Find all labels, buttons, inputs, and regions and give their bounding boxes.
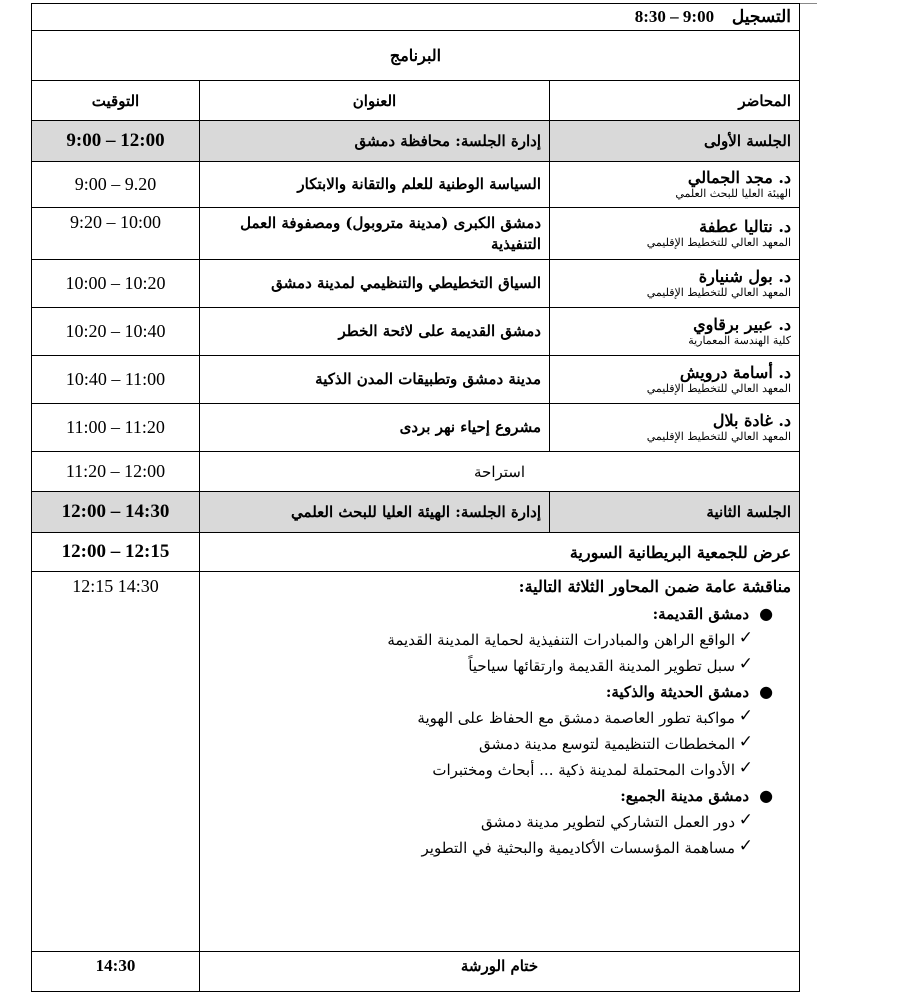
axis-heading	[208, 605, 791, 623]
session1-label: الجلسة الأولى	[550, 121, 800, 162]
bullet-icon: ●	[759, 682, 774, 701]
talk-lecturer	[550, 404, 800, 452]
program-title: البرنامج	[32, 31, 800, 81]
talk-title: دمشق القديمة على لائحة الخطر	[200, 308, 550, 356]
talk-time: 10:40 – 11:00	[32, 356, 200, 404]
closing-time: 14:30	[32, 952, 200, 992]
talk-lecturer	[550, 308, 800, 356]
axis-point	[208, 628, 791, 649]
lecturer-institution: المعهد العالي للتخطيط الإقليمي	[646, 236, 792, 249]
axis-heading-text: دمشق الحديثة والذكية:	[605, 683, 750, 701]
talk-lecturer	[550, 162, 800, 208]
talk-lecturer	[550, 208, 800, 260]
axis-point-text: المخططات التنظيمية لتوسع مدينة دمشق	[479, 735, 736, 753]
axis-point-text: الأدوات المحتملة لمدينة ذكية ... أبحاث ومختبرات	[432, 761, 736, 779]
axis-point-text: مساهمة المؤسسات الأكاديمية والبحثية في التطوير	[421, 839, 736, 857]
talk-time: 10:00 – 10:20	[32, 260, 200, 308]
lecturer-name: د. غادة بلال	[712, 411, 792, 430]
session2-chair: إدارة الجلسة: الهيئة العليا للبحث العلمي	[200, 492, 550, 533]
axis-heading	[208, 683, 791, 701]
discussion-time: 12:15 14:30	[32, 572, 200, 952]
closing-label: ختام الورشة	[200, 952, 800, 992]
talk-title: السياق التخطيطي والتنظيمي لمدينة دمشق	[200, 260, 550, 308]
axis-point-text: مواكبة تطور العاصمة دمشق مع الحفاظ على الهوية	[417, 709, 736, 727]
lecturer-name: د. مجد الجمالي	[687, 168, 792, 187]
presentation-label: عرض للجمعية البريطانية السورية	[200, 533, 800, 572]
bullet-icon: ●	[759, 786, 774, 805]
axis-heading-text: دمشق القديمة:	[652, 605, 750, 623]
axis-point	[208, 758, 791, 779]
registration-row	[32, 4, 800, 31]
corner-line	[799, 3, 817, 4]
talk-time: 9:00 – 9.20	[32, 162, 200, 208]
checkmark-icon: ✓	[738, 628, 754, 648]
session2-label: الجلسة الثانية	[550, 492, 800, 533]
checkmark-icon: ✓	[738, 654, 754, 674]
axis-point-text: الواقع الراهن والمبادرات التنفيذية لحماية المدينة القديمة	[387, 631, 736, 649]
break-label: استراحة	[200, 452, 800, 492]
checkmark-icon: ✓	[738, 758, 754, 778]
lecturer-institution: كلية الهندسة المعمارية	[688, 334, 792, 347]
talk-lecturer	[550, 260, 800, 308]
registration-label: التسجيل	[731, 7, 792, 27]
break-time: 11:20 – 12:00	[32, 452, 200, 492]
axis-point	[208, 732, 791, 753]
registration-time: 8:30 – 9:00	[634, 7, 715, 26]
axis-heading	[208, 787, 791, 805]
lecturer-institution: المعهد العالي للتخطيط الإقليمي	[646, 286, 792, 299]
lecturer-institution: المعهد العالي للتخطيط الإقليمي	[646, 382, 792, 395]
talk-time: 11:00 – 11:20	[32, 404, 200, 452]
lecturer-institution: الهيئة العليا للبحث العلمي	[675, 187, 792, 200]
axis-point-text: سبل تطوير المدينة القديمة وارتقائها سياحياً	[468, 657, 736, 675]
bullet-icon: ●	[759, 604, 774, 623]
header-title: العنوان	[200, 81, 550, 121]
header-timing: التوقيت	[32, 81, 200, 121]
talk-title: السياسة الوطنية للعلم والتقانة والابتكار	[200, 162, 550, 208]
axis-point	[208, 706, 791, 727]
talk-title: مدينة دمشق وتطبيقات المدن الذكية	[200, 356, 550, 404]
axis-heading-text: دمشق مدينة الجميع:	[620, 787, 750, 805]
session1-chair: إدارة الجلسة: محافظة دمشق	[200, 121, 550, 162]
talk-time: 9:20 – 10:00	[32, 208, 200, 260]
axis-point	[208, 810, 791, 831]
program-table	[31, 3, 800, 992]
discussion-cell	[200, 572, 800, 952]
checkmark-icon: ✓	[738, 836, 754, 856]
lecturer-name: د. بول شنيارة	[698, 267, 792, 286]
talk-time: 10:20 – 10:40	[32, 308, 200, 356]
checkmark-icon: ✓	[738, 706, 754, 726]
header-lecturer: المحاضر	[550, 81, 800, 121]
presentation-time: 12:00 – 12:15	[32, 533, 200, 572]
session2-time: 12:00 – 14:30	[32, 492, 200, 533]
lecturer-name: د. نتاليا عطفة	[699, 217, 792, 236]
axis-point-text: دور العمل التشاركي لتطوير مدينة دمشق	[481, 813, 736, 831]
talk-title: مشروع إحياء نهر بردى	[200, 404, 550, 452]
lecturer-name: د. أسامة درويش	[679, 363, 792, 382]
talk-lecturer	[550, 356, 800, 404]
lecturer-institution: المعهد العالي للتخطيط الإقليمي	[646, 430, 792, 443]
axis-point	[208, 654, 791, 675]
talk-title: دمشق الكبرى (مدينة متروبول) ومصفوفة العمل التنفيذية	[200, 208, 550, 260]
session1-time: 9:00 – 12:00	[32, 121, 200, 162]
lecturer-name: د. عبير برقاوي	[693, 315, 792, 334]
checkmark-icon: ✓	[738, 732, 754, 752]
axis-point	[208, 836, 791, 857]
checkmark-icon: ✓	[738, 810, 754, 830]
discussion-intro: مناقشة عامة ضمن المحاور الثلاثة التالية:	[518, 577, 792, 596]
